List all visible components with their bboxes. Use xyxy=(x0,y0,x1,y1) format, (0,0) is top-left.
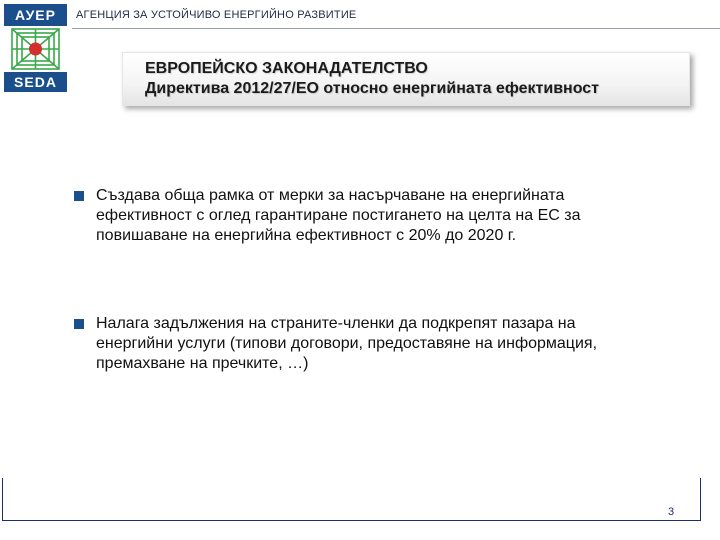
page-number: 3 xyxy=(668,506,675,518)
bullet-square-icon xyxy=(74,319,84,329)
organization-name: АГЕНЦИЯ ЗА УСТОЙЧИВО ЕНЕРГИЙНО РАЗВИТИЕ xyxy=(76,9,357,21)
seda-logo xyxy=(4,4,67,92)
footer-frame-left xyxy=(2,478,3,520)
footer-frame-bottom xyxy=(2,520,701,521)
logo-top-text: АУЕР xyxy=(4,4,67,26)
bullet-line: Налага задължения на страните-членки да подкрепят пазара на xyxy=(96,315,576,332)
bullet-square-icon xyxy=(74,191,84,201)
bullet-line: премахване на пречките, …) xyxy=(96,355,309,372)
page-title: ЕВРОПЕЙСКО ЗАКОНАДАТЕЛСТВО xyxy=(145,60,428,77)
bullet-line: повишаване на енергийна ефективност с 20% до 2020 г. xyxy=(96,227,517,244)
bullet-line: ефективност с оглед гарантиране постигането на целта на ЕС за xyxy=(96,207,581,224)
bullet-text xyxy=(96,186,676,246)
header-divider xyxy=(72,28,720,29)
footer-frame-right xyxy=(700,478,701,520)
page-subtitle: Директива 2012/27/ЕО относно енергийната ефективност xyxy=(145,80,599,97)
logo-emblem-icon xyxy=(4,26,67,72)
bullet-line: Създава обща рамка от мерки за насърчаване на енергийната xyxy=(96,187,565,204)
bullet-text xyxy=(96,314,676,374)
bullet-line: енергийни услуги (типови договори, предоставяне на информация, xyxy=(96,335,598,352)
logo-bottom-text: SEDA xyxy=(4,72,67,92)
